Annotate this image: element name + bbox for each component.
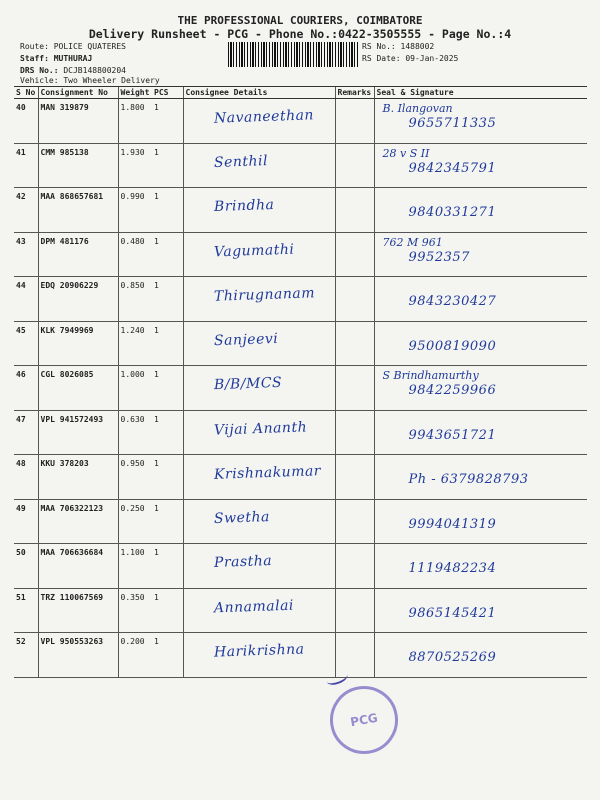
- consignee-name: Swetha: [213, 508, 270, 527]
- row-remarks: [335, 99, 374, 144]
- row-consignee: [183, 232, 335, 277]
- row-consignment: DPM 481176: [38, 232, 118, 277]
- row-remarks: [335, 544, 374, 589]
- row-pcs: 1: [152, 188, 183, 233]
- row-weight: 1.000: [118, 366, 152, 411]
- consignee-name: Harikrishna: [213, 641, 305, 661]
- row-pcs: 1: [152, 410, 183, 455]
- row-consignment: EDQ 20906229: [38, 277, 118, 322]
- row-consignment: KKU 378203: [38, 455, 118, 500]
- route-text: Route: POLICE QUATERES: [20, 42, 126, 51]
- row-consignment: VPL 941572493: [38, 410, 118, 455]
- row-consignee: [183, 588, 335, 633]
- row-consignment: CMM 985138: [38, 143, 118, 188]
- row-sno: 45: [14, 321, 38, 366]
- row-weight: 0.200: [118, 633, 152, 678]
- table-row: [14, 588, 587, 633]
- row-sno: 49: [14, 499, 38, 544]
- row-remarks: [335, 321, 374, 366]
- runsheet-subtitle: Delivery Runsheet - PCG - Phone No.:0422-3505555 - Page No.:4: [88, 27, 512, 41]
- phone-text: 9843230427: [408, 294, 497, 309]
- row-sno: 43: [14, 232, 38, 277]
- row-weight: 1.240: [118, 321, 152, 366]
- row-weight: 0.630: [118, 410, 152, 455]
- row-sno: 44: [14, 277, 38, 322]
- staff-value: MUTHURAJ: [53, 54, 93, 63]
- row-consignment: MAN 319879: [38, 99, 118, 144]
- row-remarks: [335, 143, 374, 188]
- row-consignee: [183, 544, 335, 589]
- row-sno: 52: [14, 633, 38, 678]
- row-weight: 0.480: [118, 232, 152, 277]
- table-row: [14, 143, 587, 188]
- phone-text: 9943651721: [408, 427, 497, 443]
- col-weight: Weight: [118, 87, 152, 99]
- consignee-name: B/B/MCS: [213, 374, 282, 394]
- row-pcs: 1: [152, 588, 183, 633]
- staff-line: [20, 54, 92, 63]
- row-signature: [374, 499, 587, 544]
- phone-text: 9500819090: [408, 338, 497, 354]
- row-pcs: 1: [152, 455, 183, 500]
- col-details: Consignee Details: [183, 87, 335, 99]
- signature-text: 762 M 961: [382, 235, 443, 249]
- row-consignee: [183, 321, 335, 366]
- row-consignee: [183, 188, 335, 233]
- phone-text: 9842259966: [408, 383, 497, 398]
- row-signature: [374, 99, 587, 144]
- table-row: [14, 277, 587, 322]
- pcg-stamp: PCG: [325, 681, 404, 760]
- phone-text: 9840331271: [408, 205, 497, 220]
- row-sno: 42: [14, 188, 38, 233]
- row-signature: [374, 633, 587, 678]
- col-signature: Seal & Signature: [374, 87, 587, 99]
- row-pcs: 1: [152, 321, 183, 366]
- table-row: [14, 499, 587, 544]
- row-consignee: [183, 366, 335, 411]
- row-weight: 1.100: [118, 544, 152, 589]
- phone-text: 9865145421: [408, 605, 497, 621]
- table-row: [14, 633, 587, 678]
- row-remarks: [335, 232, 374, 277]
- row-remarks: [335, 588, 374, 633]
- row-weight: 0.990: [118, 188, 152, 233]
- row-pcs: 1: [152, 544, 183, 589]
- row-consignee: [183, 633, 335, 678]
- drs-label: DRS No.:: [20, 66, 59, 75]
- row-sno: 50: [14, 544, 38, 589]
- table-row: [14, 366, 587, 411]
- row-signature: [374, 366, 587, 411]
- row-weight: 0.950: [118, 455, 152, 500]
- barcode: [228, 42, 360, 67]
- drs-value: DCJB148800204: [63, 66, 126, 75]
- row-weight: 0.250: [118, 499, 152, 544]
- row-consignee: [183, 99, 335, 144]
- row-consignment: MAA 706322123: [38, 499, 118, 544]
- vehicle-text: Vehicle: Two Wheeler Delivery: [20, 76, 160, 85]
- row-remarks: [335, 277, 374, 322]
- row-consignment: CGL 8026085: [38, 366, 118, 411]
- row-weight: 1.930: [118, 143, 152, 188]
- consignee-name: Vagumathi: [213, 241, 295, 260]
- row-pcs: 1: [152, 366, 183, 411]
- row-consignee: [183, 455, 335, 500]
- row-signature: [374, 588, 587, 633]
- signature-text: S Brindhamurthy: [382, 369, 479, 382]
- consignee-name: Krishnakumar: [213, 463, 321, 483]
- row-consignee: [183, 499, 335, 544]
- row-signature: [374, 277, 587, 322]
- row-consignment: KLK 7949969: [38, 321, 118, 366]
- table-row: [14, 321, 587, 366]
- phone-text: Ph - 6379828793: [408, 472, 529, 487]
- row-signature: [374, 455, 587, 500]
- row-signature: [374, 544, 587, 589]
- row-sno: 51: [14, 588, 38, 633]
- row-consignee: [183, 410, 335, 455]
- row-remarks: [335, 455, 374, 500]
- consignee-name: Sanjeevi: [213, 330, 279, 349]
- consignee-name: Annamalai: [213, 597, 294, 616]
- signature-text: 28 v S II: [382, 146, 430, 160]
- row-signature: [374, 188, 587, 233]
- row-remarks: [335, 188, 374, 233]
- table-row: [14, 188, 587, 233]
- row-remarks: [335, 366, 374, 411]
- drs-line: [20, 66, 126, 75]
- row-weight: 0.350: [118, 588, 152, 633]
- row-pcs: 1: [152, 277, 183, 322]
- col-consignment: Consignment No: [38, 87, 118, 99]
- phone-text: 9842345791: [408, 160, 497, 176]
- consignee-name: Senthil: [213, 152, 268, 171]
- row-signature: [374, 410, 587, 455]
- table-row: [14, 410, 587, 455]
- phone-text: 1119482234: [408, 561, 497, 576]
- consignee-name: Brindha: [213, 196, 275, 216]
- row-sno: 40: [14, 99, 38, 144]
- row-consignment: VPL 950553263: [38, 633, 118, 678]
- row-pcs: 1: [152, 499, 183, 544]
- table-header: [14, 87, 587, 99]
- phone-text: 8870525269: [408, 650, 497, 665]
- table-row: [14, 455, 587, 500]
- col-pcs: PCS: [152, 87, 183, 99]
- rs-date: RS Date: 09-Jan-2025: [362, 54, 459, 63]
- row-pcs: 1: [152, 143, 183, 188]
- staff-label: Staff:: [20, 54, 49, 63]
- row-consignment: MAA 868657681: [38, 188, 118, 233]
- col-sno: S No: [14, 87, 38, 99]
- runsheet-table: [14, 86, 587, 678]
- rs-number: RS No.: 1488002: [362, 42, 435, 51]
- col-remarks: Remarks: [335, 87, 374, 99]
- row-remarks: [335, 410, 374, 455]
- row-signature: [374, 321, 587, 366]
- row-weight: 0.850: [118, 277, 152, 322]
- row-pcs: 1: [152, 633, 183, 678]
- row-consignment: TRZ 110067569: [38, 588, 118, 633]
- row-consignment: MAA 706636684: [38, 544, 118, 589]
- consignee-name: Vijai Ananth: [213, 418, 307, 439]
- row-sno: 41: [14, 143, 38, 188]
- row-consignee: [183, 143, 335, 188]
- table-row: [14, 544, 587, 589]
- row-sno: 46: [14, 366, 38, 411]
- phone-text: 9952357: [408, 249, 470, 265]
- phone-text: 9655711335: [408, 116, 497, 131]
- row-sno: 48: [14, 455, 38, 500]
- table-row: [14, 232, 587, 277]
- row-remarks: [335, 499, 374, 544]
- table-row: [14, 99, 587, 144]
- consignee-name: Thirugnanam: [213, 285, 315, 305]
- row-consignee: [183, 277, 335, 322]
- row-pcs: 1: [152, 232, 183, 277]
- row-signature: [374, 232, 587, 277]
- row-weight: 1.800: [118, 99, 152, 144]
- row-pcs: 1: [152, 99, 183, 144]
- consignee-name: Navaneethan: [213, 107, 314, 127]
- row-signature: [374, 143, 587, 188]
- signature-text: B. Ilangovan: [382, 102, 453, 115]
- row-sno: 47: [14, 410, 38, 455]
- company-title: THE PROFESSIONAL COURIERS, COIMBATORE: [177, 14, 423, 27]
- consignee-name: Prastha: [213, 552, 272, 572]
- phone-text: 9994041319: [408, 516, 497, 532]
